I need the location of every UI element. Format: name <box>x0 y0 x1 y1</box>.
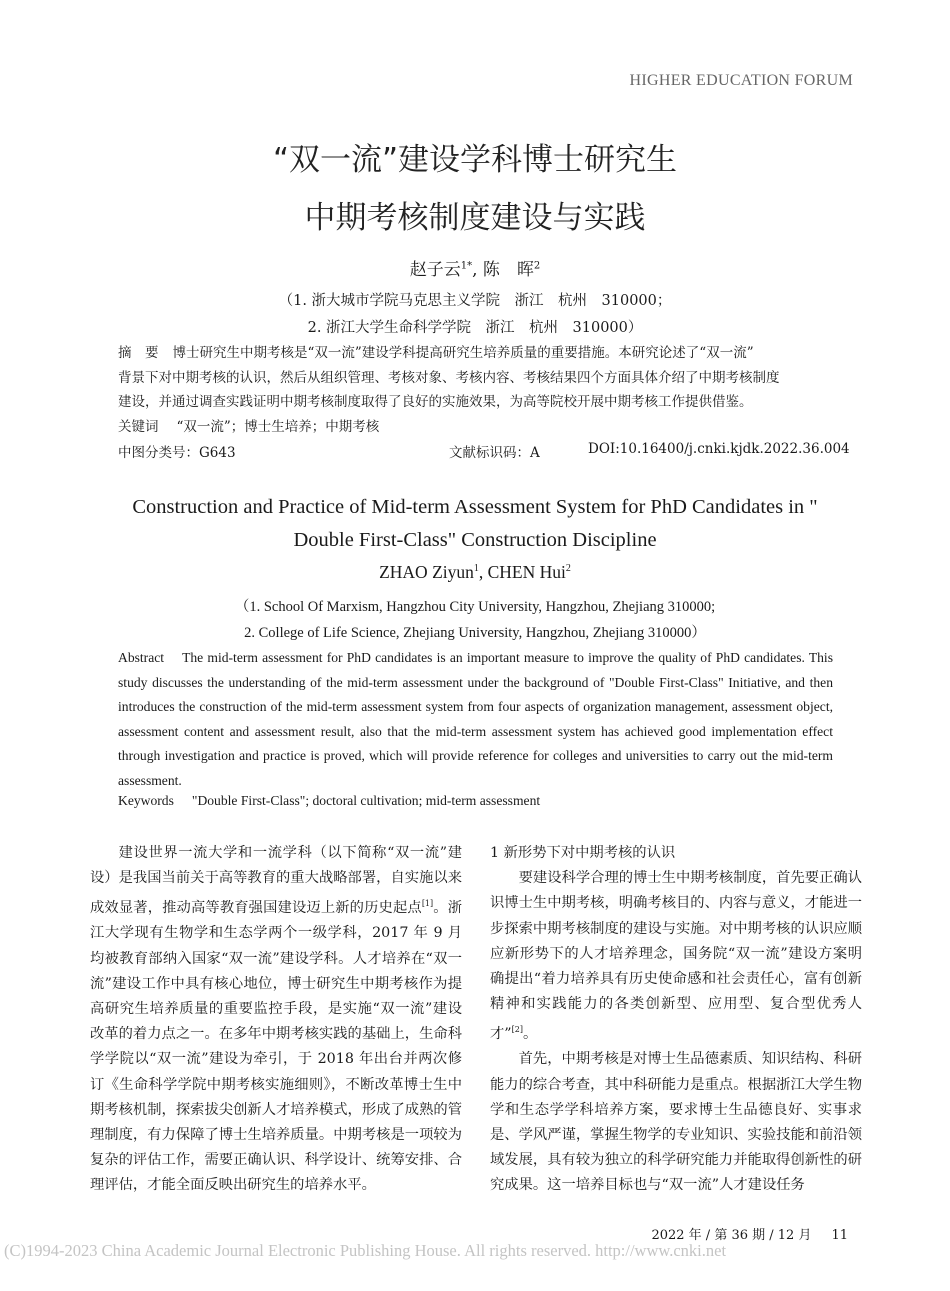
english-keywords <box>118 793 540 809</box>
en-abstract-label: Abstract <box>118 650 165 665</box>
right-p1-text-b: 。 <box>522 1026 538 1043</box>
author-2: 陈 晖 <box>482 260 534 280</box>
right-p1-text-a: 要建设科学合理的博士生中期考核制度，首先要正确认识博士生中期考核，明确考核目的、内容与意义，才能进一步探索中期考核制度的建设与实施。对中期考核的认识应顺应新形势下的人才培养理念，国务院“双一流”建设方案明确提出“着力培养具有历史使命感和社会责任心，富有创新精神和实践能力的各类创新型、应用型、复合型优秀人才” <box>490 870 862 1043</box>
citation-2: [2] <box>511 1025 523 1035</box>
body-right-column <box>490 841 862 1199</box>
chinese-affiliation-2: 2. 浙江大学生命科学学院 浙江 杭州 310000） <box>307 320 643 336</box>
right-paragraph-2: 首先，中期考核是对博士生品德素质、知识结构、科研能力的综合考查，其中科研能力是重点。根据浙江大学生物学和生态学学科培养方案，要求博士生品德良好、实事求是、学风严谨，掌握生物学的专业知识、实验技能和前沿领域发展，具有较为独立的科学研究能力并能取得创新性的研究成果。这一培养目标也与“双一流”人才建设任务 <box>490 1051 862 1194</box>
chinese-keywords <box>118 415 836 440</box>
abstract-text-1: 博士研究生中期考核是“双一流”建设学科提高研究生培养质量的重要措施。本研究论述了“双一流” <box>172 345 754 361</box>
author-2-affiliation-mark: 2 <box>533 260 541 272</box>
english-authors <box>0 562 950 583</box>
english-abstract <box>118 646 833 794</box>
clc-number: 中图分类号：G643 <box>118 445 236 461</box>
abstract-line-1 <box>118 341 836 366</box>
journal-name: HIGHER EDUCATION FORUM <box>629 72 853 89</box>
en-author-separator: , <box>478 562 488 582</box>
chinese-affiliation-1: （1. 浙大城市学院马克思主义学院 浙江 杭州 310000； <box>278 293 672 309</box>
english-affiliation-2: 2. College of Life Science, Zhejiang University, Hangzhou, Zhejiang 310000） <box>244 625 706 641</box>
left-p1-text-a: 建设世界一流大学和一流学科（以下简称“双一流”建设）是我国当前关于高等教育的重大战略部署，自实施以来成效显著，推动高等教育强国建设迈上新的历史起点 <box>90 845 462 917</box>
issue-info: 2022 年 / 第 36 期 / 12 月 <box>651 1228 812 1243</box>
english-title-line-2: Double First-Class" Construction Discipline <box>293 529 657 551</box>
chinese-abstract <box>118 341 836 439</box>
chinese-title-line-2: 中期考核制度建设与实践 <box>304 200 646 236</box>
en-author-1-mark: 1 <box>473 563 479 575</box>
en-author-2: CHEN Hui <box>487 562 566 582</box>
keywords-label: 关键词 <box>118 418 159 435</box>
author-1-affiliation-mark: 1* <box>460 260 473 272</box>
english-affiliation-1: （1. School Of Marxism, Hangzhou City University, Hangzhou, Zhejiang 310000; <box>234 599 716 615</box>
abstract-line-3: 建设，并通过调查实践证明中期考核制度取得了良好的实施效果，为高等院校开展中期考核工作提供借鉴。 <box>118 394 753 410</box>
abstract-label: 摘 要 <box>118 345 159 361</box>
right-paragraph-1 <box>490 866 862 1047</box>
chinese-title-line-1: “双一流”建设学科博士研究生 <box>272 142 678 178</box>
author-separator: , <box>472 260 483 280</box>
author-1: 赵子云 <box>409 260 461 280</box>
body-left-column <box>90 841 462 1199</box>
left-p1-text-b: 。浙江大学现有生物学和生态学两个一级学科，2017 年 9 月均被教育部纳入国家“双一流”建设学科。人才培养在“双一流”建设工作中具有核心地位，博士研究生中期考核作为提高研究生培养质量的重要监控手段，是实施“双一流”建设改革的着力点之一。在多年中期考核实践的基础上，生命科学学院以“双一流”建设为牵引，于 2018 年出台并两次修订《生命科学学院中期考核实施细则》，不断改革博士生中期考核机制，探索拔尖创新人才培养模式，形成了成熟的管理制度，有力保障了博士生培养质量。中期考核是一项较为复杂的评估工作，需要正确认识、科学设计、统筹安排、合理评估，才能全面反映出研究生的培养水平。 <box>90 900 463 1194</box>
en-author-2-mark: 2 <box>565 563 571 575</box>
chinese-authors <box>0 255 950 280</box>
copyright-watermark: (C)1994-2023 China Academic Journal Electronic Publishing House. All rights reserved. http://www.cnki.net <box>4 1241 727 1260</box>
english-title-line-1: Construction and Practice of Mid-term Assessment System for PhD Candidates in " <box>132 496 818 518</box>
en-abstract-text: The mid-term assessment for PhD candidates is an important measure to improve the quality of PhD candidates. This study discusses the understanding of the mid-term assessment under the background of "Double First-Class" Initiative, and then introduces the construction of the mid-term assessment system from four aspects of organization management, assessment object, assessment content and assessment result, also that the mid-term assessment system has achieved good implementation effect through investigation and practice is proved, which will provide reference for colleges and universities to carry out the mid-term assessment. <box>118 650 833 788</box>
doi: DOI:10.16400/j.cnki.kjdk.2022.36.004 <box>588 441 850 457</box>
keywords-text: “双一流”；博士生培养；中期考核 <box>176 418 380 435</box>
section-heading-1: 1 新形势下对中期考核的认识 <box>490 845 676 861</box>
en-keywords-label: Keywords <box>118 793 174 808</box>
english-title <box>60 491 890 557</box>
citation-1: [1] <box>421 899 434 909</box>
left-paragraph-1 <box>90 841 462 1199</box>
document-code: 文献标识码：A <box>449 445 540 461</box>
abstract-line-2: 背景下对中期考核的认识，然后从组织管理、考核对象、考核内容、考核结果四个方面具体介绍了中期考核制度 <box>118 369 780 386</box>
en-author-1: ZHAO Ziyun <box>379 562 474 582</box>
en-keywords-text: "Double First-Class"; doctoral cultivation; mid-term assessment <box>191 793 541 808</box>
page-number: 11 <box>831 1228 848 1243</box>
